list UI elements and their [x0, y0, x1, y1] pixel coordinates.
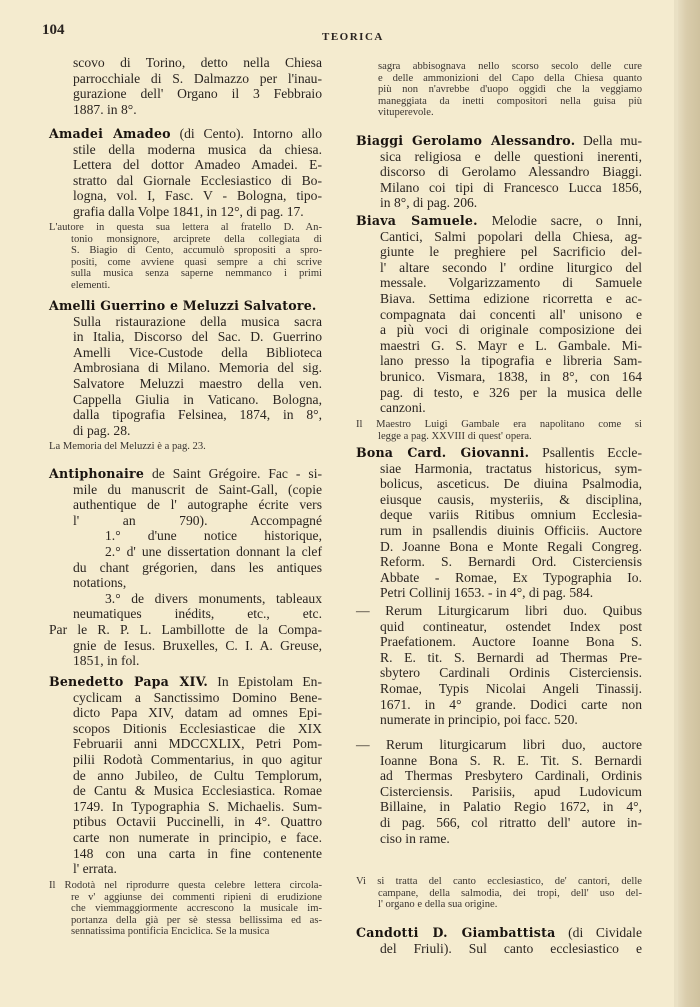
- text-line: scovo di Torino, detto nella Chiesa: [73, 55, 322, 70]
- text-line: di pag. 28.: [73, 422, 131, 438]
- running-head: TEORICA: [322, 31, 384, 43]
- text-line: S. Biagio di Cento, accumulò spropositi a spro-: [71, 245, 322, 257]
- entry-text: (di Cividale: [555, 925, 642, 940]
- entry-heading: Biaggi Gerolamo Alessandro.: [356, 133, 576, 148]
- entry-text: (di Cento). Intorno allo: [170, 126, 322, 141]
- text-line: scopos Ditionis Ecclesiasticae die XIX: [73, 720, 322, 736]
- text-line: giunte le preghiere pel Sacrificio del-: [380, 244, 642, 260]
- bibliography-entry: [49, 126, 322, 220]
- entry-heading: Amelli Guerrino e Meluzzi Salvatore.: [49, 298, 317, 313]
- text-line: — Rerum liturgicarum libri duo, auctore: [356, 737, 642, 752]
- text-line: sbytero Cardinali Ordinis Cisterciensis.: [380, 665, 642, 681]
- entry-text: In Epistolam En-: [207, 674, 322, 689]
- entry-text: de Saint Grégoire. Fac - si-: [144, 466, 322, 481]
- text-line: de Cantu & Musica Ecclesiastica. Romae: [73, 783, 322, 799]
- text-line: l' organo e della sua origine.: [378, 899, 498, 911]
- entry-text: Della mu-: [575, 133, 642, 148]
- text-line: campane, della salmodia, dei tropi, dell' uso del-: [378, 887, 642, 899]
- text-line: l' errata.: [73, 861, 117, 877]
- text-line: eiusque causis, mysteriis, & disciplina,: [380, 491, 642, 507]
- text-line: brunico. Vismara, 1838, in 8°, con 164: [380, 368, 642, 384]
- bibliography-entry: [49, 674, 322, 877]
- text-line: Billaine, in Palatio Regio 1672, in 4°,: [380, 799, 642, 815]
- text-line: di pag. 566, col ritratto dell' autore in-: [380, 814, 642, 830]
- text-line: dicto Papa XIV, datam ad omnes Epi-: [73, 705, 322, 721]
- text-line: dalla tipografia Felsinea, 1874, in 8°,: [73, 407, 322, 423]
- text-line: Sulla ristaurazione della musica sacra: [73, 313, 322, 329]
- footnote: [49, 222, 322, 292]
- text-line: 1.° d'une notice historique,: [105, 528, 322, 544]
- text-line: [49, 298, 322, 314]
- text-line: L'autore in questa sua lettera al fratello D. An-: [49, 222, 322, 233]
- footnote: [356, 419, 642, 442]
- text-line: stile della moderna musica da chiesa.: [73, 141, 322, 157]
- text-line: quid contineatur, ostendet Index post: [380, 618, 642, 634]
- text-line: canzoni.: [380, 400, 426, 416]
- text-line: gurazione dell' Organo il 3 Febbraio: [73, 86, 322, 102]
- text-line: positi, come avviene quasi sempre a chi scrive: [71, 256, 322, 268]
- bibliography-entry: [356, 737, 642, 846]
- text-line: Cantici, Salmi popolari della Chiesa, ag-: [380, 228, 642, 244]
- text-line: l' an 790). Accompagné: [73, 512, 322, 528]
- text-line: neumatiques inédits, etc., etc.: [73, 606, 322, 622]
- text-line: sulla musica senza saperne nemmanco i primi: [71, 268, 322, 280]
- text-line: grafia dalla Volpe 1841, in 12°, di pag. 17.: [73, 203, 304, 219]
- text-line: carte non numerate in principio, e face.: [73, 829, 322, 845]
- text-line: vituperevole.: [378, 107, 434, 119]
- text-line: R. E. tit. S. Bernardi ad Thermas Pre-: [380, 649, 642, 665]
- entry-heading: Benedetto Papa XIV.: [49, 674, 208, 689]
- text-line: [356, 925, 642, 941]
- footnote: [356, 876, 642, 911]
- text-line: sagra abbisognava nello scorso secolo delle cure: [378, 61, 642, 72]
- text-line: [356, 213, 642, 229]
- text-line: maneggiata da inetti compositori nella guisa più: [378, 95, 642, 107]
- text-line: Salvatore Meluzzi maestro della ven.: [73, 375, 322, 391]
- text-line: [49, 126, 322, 142]
- entry-text: Melodie sacre, o Inni,: [477, 213, 642, 228]
- text-line: logna, vol. I, Fasc. V - Bologna, tipo-: [73, 188, 322, 204]
- text-line: authentique de l' autographe écrite vers: [73, 497, 322, 513]
- text-line: elementi.: [71, 279, 111, 291]
- text-line: re v' aggiunse dei commenti ripieni di erudizione: [71, 891, 322, 903]
- bibliography-entry: [356, 133, 642, 211]
- text-line: Cisterciensis. Parisiis, apud Ludovicum: [380, 783, 642, 799]
- text-line: deque variis Ritibus omnium Ecclesia-: [380, 507, 642, 523]
- bibliography-entry: [49, 55, 322, 117]
- text-line: sennatissima pontificia Enciclica. Se la musica: [71, 926, 270, 938]
- text-line: stratto dal Giornale Ecclesiastico di Bo-: [73, 172, 322, 188]
- text-line: messale. Volgarizzamento di Samuele: [380, 275, 642, 291]
- text-line: Il Maestro Luigi Gambale era napolitano come si: [356, 419, 642, 430]
- entry-text: Psallentis Eccle-: [529, 445, 642, 460]
- text-line: Par le R. P. L. Lambillotte de la Compa-: [49, 621, 322, 637]
- page-number: 104: [42, 22, 65, 38]
- bibliography-entry: [49, 466, 322, 669]
- text-line: Petri Collinij 1653. - in 4°, di pag. 584.: [380, 585, 594, 601]
- text-line: 2.° d' une dissertation donnant la clef: [105, 543, 322, 559]
- footnote: [356, 61, 642, 119]
- text-line: l' altare secondo l' ordine liturgico del: [380, 259, 642, 275]
- entry-heading: Biava Samuele.: [356, 213, 478, 228]
- text-line: Biava. Settima edizione ricorretta e ac-: [380, 290, 642, 306]
- text-line: Amelli Vice-Custode della Biblioteca: [73, 344, 322, 360]
- text-line: in 8°, di pag. 206.: [380, 195, 478, 211]
- text-line: 1671. in 4° grande. Dodici carte non: [380, 696, 642, 712]
- text-line: lano presso la tipografia e libreria Sam-: [380, 353, 642, 369]
- text-line: Il Rodotà nel riprodurre questa celebre lettera circola-: [49, 880, 322, 891]
- bibliography-entry: [356, 213, 642, 416]
- text-line: pilii Rodotà Commentarius, in quo agitur: [73, 751, 322, 767]
- entry-heading: Amadei Amadeo: [49, 126, 171, 141]
- text-line: Lettera del dottor Amadeo Amadei. E-: [73, 157, 322, 173]
- page-gutter-shadow: [678, 0, 700, 1007]
- text-line: de anno Jubileo, de Cultu Templorum,: [73, 767, 322, 783]
- text-line: rum in psallendis diuinis Officiis. Auctore: [380, 522, 642, 538]
- text-line: ad Thermas Presbytero Cardinali, Ordinis: [380, 768, 642, 784]
- text-line: sica religiosa e delle questioni inerenti,: [380, 148, 642, 164]
- text-line: — Rerum Liturgicarum libri duo. Quibus: [356, 603, 642, 618]
- text-line: e delle ammonizioni del Capo della Chiesa quanto: [378, 72, 642, 84]
- text-line: mile du manuscrit de Saint-Gall, (copie: [73, 481, 322, 497]
- text-line: portanza della già per sè stessa bellissima ed as-: [71, 914, 322, 926]
- text-line: Romae, Typis Nicolai Angeli Tinassij.: [380, 680, 642, 696]
- text-line: cyclicam a Sanctissimo Domino Bene-: [73, 689, 322, 705]
- page-edge: [674, 0, 678, 1007]
- text-line: 1749. In Typographia S. Michaelis. Sum-: [73, 798, 322, 814]
- text-line: Cappella Giulia in Vaticano. Bologna,: [73, 391, 322, 407]
- text-line: La Memoria del Meluzzi è a pag. 23.: [49, 441, 206, 452]
- text-line: siae Harmonia, tractatus historicus, sym-: [380, 460, 642, 476]
- text-line: Reform. S. Bernardi Ord. Cisterciensis: [380, 554, 642, 570]
- text-line: che viemmaggiormente accrescono la musicale im-: [71, 903, 322, 915]
- text-line: Praefationem. Auctore Ioanne Bona S.: [380, 634, 642, 650]
- text-line: [356, 133, 642, 149]
- text-line: 3.° de divers monuments, tableaux: [105, 590, 322, 606]
- text-line: [356, 445, 642, 461]
- text-line: discorso di Gerolamo Alessandro Biaggi.: [380, 164, 642, 180]
- text-line: Ioanne Bona S. R. E. Tit. S. Bernardi: [380, 752, 642, 768]
- text-line: in Italia, Discorso del Sac. D. Guerrino: [73, 329, 322, 345]
- text-line: Ambrosiana di Milano. Memoria del sig.: [73, 360, 322, 376]
- text-line: gnie de Iesus. Bruxelles, C. I. A. Greuse,: [73, 637, 322, 653]
- text-line: tonio monsignore, arciprete della collegiata di: [71, 233, 322, 245]
- text-line: a più voci di originale composizione dei: [380, 322, 642, 338]
- bibliography-entry: [356, 445, 642, 601]
- footnote: [49, 441, 322, 453]
- text-line: D. Joanne Bona e Monte Regali Congreg.: [380, 538, 642, 554]
- text-line: 1851, in fol.: [73, 653, 140, 669]
- text-line: compagnata dai concenti all' unisono e: [380, 306, 642, 322]
- bibliography-entry: [356, 603, 642, 728]
- text-line: [49, 466, 322, 482]
- text-line: Milano coi tipi di Francesco Lucca 1856,: [380, 179, 642, 195]
- text-line: numerate in principio, poi facc. 520.: [380, 712, 578, 728]
- text-line: ciso in rame.: [380, 830, 450, 846]
- text-line: 1887. in 8°.: [73, 101, 137, 117]
- text-line: più non n'avrebbe d'uopo oggidì che la veggiamo: [378, 84, 642, 96]
- text-line: Vi si tratta del canto ecclesiastico, de' cantori, delle: [356, 876, 642, 887]
- text-line: 148 con una carta in fine contenente: [73, 845, 322, 861]
- text-line: bolicus, asceticus. De diuina Psalmodia,: [380, 476, 642, 492]
- entry-heading: Candotti D. Giambattista: [356, 925, 556, 940]
- text-line: pag. di testo, e 326 per la musica delle: [380, 384, 642, 400]
- text-line: ptibus Octavii Puccinelli, in 4°. Quattro: [73, 814, 322, 830]
- entry-heading: Antiphonaire: [49, 466, 145, 481]
- bibliography-entry: [49, 298, 322, 438]
- text-line: Abbate - Romae, Ex Typographia Io.: [380, 569, 642, 585]
- footnote: [49, 880, 322, 938]
- text-line: notations,: [73, 575, 127, 591]
- text-line: du chant grégorien, dans les antiques: [73, 559, 322, 575]
- text-line: legge a pag. XXVIII di quest' opera.: [378, 430, 532, 442]
- text-line: [49, 674, 322, 690]
- text-line: del Friuli). Sul canto ecclesiastico e: [380, 940, 642, 956]
- text-line: Februarii anni MDCCXLIX, Petri Pom-: [73, 736, 322, 752]
- bibliography-entry: [356, 925, 642, 956]
- entry-heading: Bona Card. Giovanni.: [356, 445, 530, 460]
- text-line: maestri G. S. Mayr e L. Gambale. Mi-: [380, 337, 642, 353]
- text-line: parrocchiale di S. Dalmazzo per l'inau-: [73, 70, 322, 86]
